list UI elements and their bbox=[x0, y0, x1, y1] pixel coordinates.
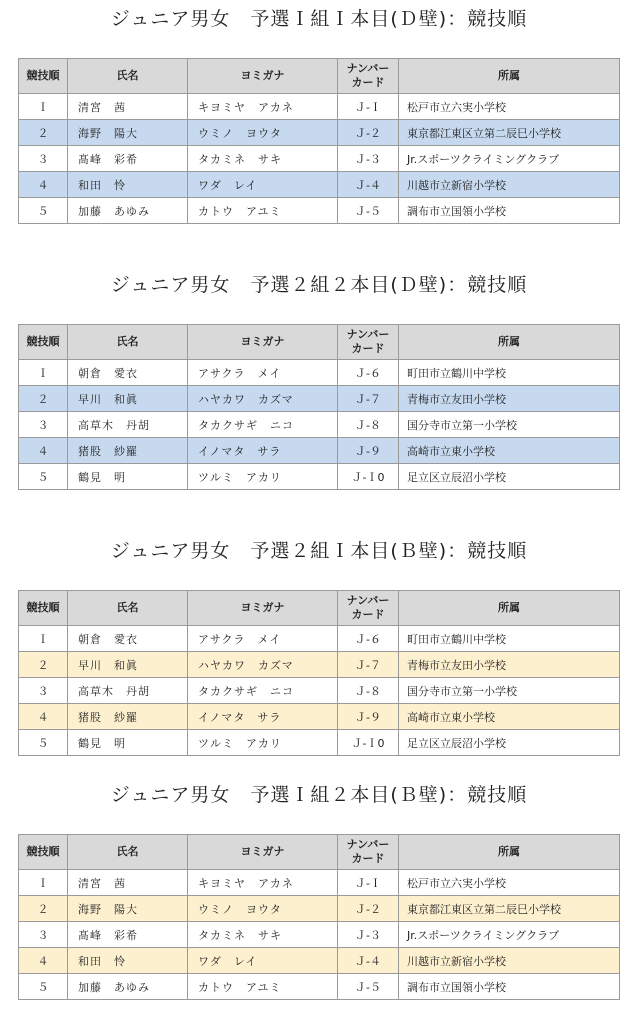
kana-cell: アサクラ メイ bbox=[188, 360, 338, 386]
affiliation-cell: 町田市立鶴川中学校 bbox=[399, 360, 620, 386]
affiliation-cell: 高崎市立東小学校 bbox=[399, 704, 620, 730]
affiliation-cell: Jr.スポーツクライミングクラブ bbox=[399, 922, 620, 948]
header-number-card bbox=[338, 59, 399, 94]
table-row bbox=[19, 626, 620, 652]
table-row bbox=[19, 870, 620, 896]
header-name bbox=[68, 835, 188, 870]
name-cell: 高草木 丹胡 bbox=[68, 678, 188, 704]
kana-cell: アサクラ メイ bbox=[188, 626, 338, 652]
header-kana-text: ヨミガナ bbox=[240, 69, 285, 82]
table-row bbox=[19, 172, 620, 198]
number-card-cell: Ｊ-７ bbox=[338, 386, 399, 412]
kana-cell: タカクサギ ニコ bbox=[188, 678, 338, 704]
number-card-cell: Ｊ-６ bbox=[338, 626, 399, 652]
header-number-card-text: カード bbox=[351, 342, 385, 355]
number-card-cell: Ｊ-３ bbox=[338, 922, 399, 948]
order-table bbox=[18, 324, 620, 490]
rank-cell: ２ bbox=[19, 120, 68, 146]
header-rank bbox=[19, 835, 68, 870]
number-card-cell: Ｊ-９ bbox=[338, 438, 399, 464]
header-affiliation-text: 所属 bbox=[498, 845, 520, 858]
affiliation-cell: 松戸市立六実小学校 bbox=[399, 870, 620, 896]
kana-cell: イノマタ サラ bbox=[188, 438, 338, 464]
header-number-card-text: カード bbox=[351, 852, 385, 865]
rank-cell: ３ bbox=[19, 678, 68, 704]
name-cell: 高草木 丹胡 bbox=[68, 412, 188, 438]
number-card-cell: Ｊ-６ bbox=[338, 360, 399, 386]
table-row bbox=[19, 678, 620, 704]
name-cell: 猪股 紗羅 bbox=[68, 438, 188, 464]
table-header-row bbox=[19, 835, 620, 870]
affiliation-cell: Jr.スポーツクライミングクラブ bbox=[399, 146, 620, 172]
header-kana bbox=[188, 59, 338, 94]
table-row bbox=[19, 704, 620, 730]
kana-cell: ツルミ アカリ bbox=[188, 464, 338, 490]
header-kana-text: ヨミガナ bbox=[240, 845, 285, 858]
number-card-cell: Ｊ-９ bbox=[338, 704, 399, 730]
header-kana bbox=[188, 591, 338, 626]
header-rank-text: 競技順 bbox=[26, 601, 60, 614]
name-cell: 清宮 茜 bbox=[68, 94, 188, 120]
kana-cell: ハヤカワ カズマ bbox=[188, 652, 338, 678]
header-number-card bbox=[338, 591, 399, 626]
kana-cell: タカミネ サキ bbox=[188, 922, 338, 948]
number-card-cell: Ｊ-４ bbox=[338, 948, 399, 974]
affiliation-cell: 青梅市立友田小学校 bbox=[399, 652, 620, 678]
kana-cell: ワダ レイ bbox=[188, 948, 338, 974]
header-kana-text: ヨミガナ bbox=[240, 335, 285, 348]
header-rank-text: 競技順 bbox=[26, 69, 60, 82]
kana-cell: カトウ アユミ bbox=[188, 198, 338, 224]
table-row bbox=[19, 730, 620, 756]
number-card-cell: Ｊ-５ bbox=[338, 974, 399, 1000]
header-rank-text: 競技順 bbox=[26, 335, 60, 348]
name-cell: 早川 和眞 bbox=[68, 386, 188, 412]
header-number-card-text: ナンバー bbox=[346, 62, 390, 75]
header-number-card-text: カード bbox=[351, 608, 385, 621]
kana-cell: ハヤカワ カズマ bbox=[188, 386, 338, 412]
table-row bbox=[19, 438, 620, 464]
rank-cell: Ｉ bbox=[19, 870, 68, 896]
order-section bbox=[18, 780, 620, 1000]
affiliation-cell: 町田市立鶴川中学校 bbox=[399, 626, 620, 652]
affiliation-cell: 東京都江東区立第二辰巳小学校 bbox=[399, 120, 620, 146]
name-cell: 加藤 あゆみ bbox=[68, 974, 188, 1000]
table-row bbox=[19, 948, 620, 974]
header-name-text: 氏名 bbox=[116, 335, 139, 348]
affiliation-cell: 足立区立辰沼小学校 bbox=[399, 464, 620, 490]
header-affiliation bbox=[399, 59, 620, 94]
number-card-cell: Ｊ-４ bbox=[338, 172, 399, 198]
kana-cell: キヨミヤ アカネ bbox=[188, 94, 338, 120]
rank-cell: ３ bbox=[19, 922, 68, 948]
table-header-row bbox=[19, 59, 620, 94]
name-cell: 鶴見 明 bbox=[68, 464, 188, 490]
kana-cell: ワダ レイ bbox=[188, 172, 338, 198]
kana-cell: タカクサギ ニコ bbox=[188, 412, 338, 438]
table-row bbox=[19, 360, 620, 386]
name-cell: 海野 陽大 bbox=[68, 120, 188, 146]
number-card-cell: Ｊ-８ bbox=[338, 678, 399, 704]
kana-cell: ウミノ ヨウタ bbox=[188, 120, 338, 146]
affiliation-cell: 青梅市立友田小学校 bbox=[399, 386, 620, 412]
rank-cell: Ｉ bbox=[19, 360, 68, 386]
header-number-card-text: ナンバー bbox=[346, 594, 390, 607]
affiliation-cell: 国分寺市立第一小学校 bbox=[399, 412, 620, 438]
section-title: ジュニア男女 予選Ｉ組２本目(Ｂ壁)：競技順 bbox=[110, 784, 528, 806]
header-kana bbox=[188, 835, 338, 870]
header-affiliation bbox=[399, 325, 620, 360]
header-number-card bbox=[338, 835, 399, 870]
header-rank-text: 競技順 bbox=[26, 845, 60, 858]
name-cell: 和田 怜 bbox=[68, 948, 188, 974]
affiliation-cell: 川越市立新宿小学校 bbox=[399, 172, 620, 198]
kana-cell: キヨミヤ アカネ bbox=[188, 870, 338, 896]
table-row bbox=[19, 198, 620, 224]
header-rank bbox=[19, 59, 68, 94]
name-cell: 朝倉 愛衣 bbox=[68, 626, 188, 652]
rank-cell: ２ bbox=[19, 386, 68, 412]
name-cell: 和田 怜 bbox=[68, 172, 188, 198]
kana-cell: イノマタ サラ bbox=[188, 704, 338, 730]
affiliation-cell: 松戸市立六実小学校 bbox=[399, 94, 620, 120]
table-row bbox=[19, 386, 620, 412]
section-title: ジュニア男女 予選Ｉ組Ｉ本目(Ｄ壁)：競技順 bbox=[110, 8, 528, 30]
kana-cell: タカミネ サキ bbox=[188, 146, 338, 172]
order-table bbox=[18, 834, 620, 1000]
affiliation-cell: 川越市立新宿小学校 bbox=[399, 948, 620, 974]
section-title: ジュニア男女 予選２組２本目(Ｄ壁)：競技順 bbox=[110, 274, 528, 296]
number-card-cell: Ｊ-２ bbox=[338, 120, 399, 146]
affiliation-cell: 調布市立国領小学校 bbox=[399, 974, 620, 1000]
rank-cell: Ｉ bbox=[19, 94, 68, 120]
number-card-cell: Ｊ-Ｉ0 bbox=[338, 464, 399, 490]
table-row bbox=[19, 464, 620, 490]
header-rank bbox=[19, 325, 68, 360]
header-kana bbox=[188, 325, 338, 360]
affiliation-cell: 国分寺市立第一小学校 bbox=[399, 678, 620, 704]
header-name bbox=[68, 59, 188, 94]
affiliation-cell: 調布市立国領小学校 bbox=[399, 198, 620, 224]
table-row bbox=[19, 974, 620, 1000]
rank-cell: ２ bbox=[19, 652, 68, 678]
kana-cell: ツルミ アカリ bbox=[188, 730, 338, 756]
header-rank bbox=[19, 591, 68, 626]
header-number-card-text: カード bbox=[351, 76, 385, 89]
rank-cell: ５ bbox=[19, 464, 68, 490]
table-row bbox=[19, 94, 620, 120]
order-table bbox=[18, 590, 620, 756]
rank-cell: ２ bbox=[19, 896, 68, 922]
order-table bbox=[18, 58, 620, 224]
affiliation-cell: 東京都江東区立第二辰巳小学校 bbox=[399, 896, 620, 922]
header-name-text: 氏名 bbox=[116, 69, 139, 82]
name-cell: 早川 和眞 bbox=[68, 652, 188, 678]
number-card-cell: Ｊ-Ｉ bbox=[338, 94, 399, 120]
number-card-cell: Ｊ-３ bbox=[338, 146, 399, 172]
table-row bbox=[19, 922, 620, 948]
name-cell: 猪股 紗羅 bbox=[68, 704, 188, 730]
header-affiliation-text: 所属 bbox=[498, 69, 520, 82]
number-card-cell: Ｊ-Ｉ0 bbox=[338, 730, 399, 756]
header-affiliation bbox=[399, 835, 620, 870]
kana-cell: カトウ アユミ bbox=[188, 974, 338, 1000]
name-cell: 髙峰 彩希 bbox=[68, 146, 188, 172]
header-kana-text: ヨミガナ bbox=[240, 601, 285, 614]
rank-cell: ５ bbox=[19, 730, 68, 756]
affiliation-cell: 足立区立辰沼小学校 bbox=[399, 730, 620, 756]
number-card-cell: Ｊ-８ bbox=[338, 412, 399, 438]
name-cell: 清宮 茜 bbox=[68, 870, 188, 896]
table-header-row bbox=[19, 325, 620, 360]
table-row bbox=[19, 120, 620, 146]
rank-cell: ５ bbox=[19, 974, 68, 1000]
number-card-cell: Ｊ-７ bbox=[338, 652, 399, 678]
name-cell: 海野 陽大 bbox=[68, 896, 188, 922]
affiliation-cell: 高崎市立東小学校 bbox=[399, 438, 620, 464]
number-card-cell: Ｊ-５ bbox=[338, 198, 399, 224]
table-row bbox=[19, 652, 620, 678]
name-cell: 髙峰 彩希 bbox=[68, 922, 188, 948]
header-name-text: 氏名 bbox=[116, 845, 139, 858]
header-number-card-text: ナンバー bbox=[346, 328, 390, 341]
table-header-row bbox=[19, 591, 620, 626]
rank-cell: ４ bbox=[19, 704, 68, 730]
header-number-card-text: ナンバー bbox=[346, 838, 390, 851]
name-cell: 朝倉 愛衣 bbox=[68, 360, 188, 386]
order-section bbox=[18, 4, 620, 224]
rank-cell: ３ bbox=[19, 412, 68, 438]
name-cell: 加藤 あゆみ bbox=[68, 198, 188, 224]
table-row bbox=[19, 896, 620, 922]
name-cell: 鶴見 明 bbox=[68, 730, 188, 756]
rank-cell: ５ bbox=[19, 198, 68, 224]
header-name bbox=[68, 325, 188, 360]
rank-cell: ４ bbox=[19, 438, 68, 464]
header-affiliation bbox=[399, 591, 620, 626]
rank-cell: Ｉ bbox=[19, 626, 68, 652]
header-number-card bbox=[338, 325, 399, 360]
header-name bbox=[68, 591, 188, 626]
header-name-text: 氏名 bbox=[116, 601, 139, 614]
order-section bbox=[18, 270, 620, 490]
rank-cell: ４ bbox=[19, 172, 68, 198]
rank-cell: ４ bbox=[19, 948, 68, 974]
number-card-cell: Ｊ-２ bbox=[338, 896, 399, 922]
section-title: ジュニア男女 予選２組Ｉ本目(Ｂ壁)：競技順 bbox=[110, 540, 528, 562]
table-row bbox=[19, 412, 620, 438]
header-affiliation-text: 所属 bbox=[498, 601, 520, 614]
kana-cell: ウミノ ヨウタ bbox=[188, 896, 338, 922]
table-row bbox=[19, 146, 620, 172]
order-section bbox=[18, 536, 620, 756]
number-card-cell: Ｊ-Ｉ bbox=[338, 870, 399, 896]
rank-cell: ３ bbox=[19, 146, 68, 172]
header-affiliation-text: 所属 bbox=[498, 335, 520, 348]
